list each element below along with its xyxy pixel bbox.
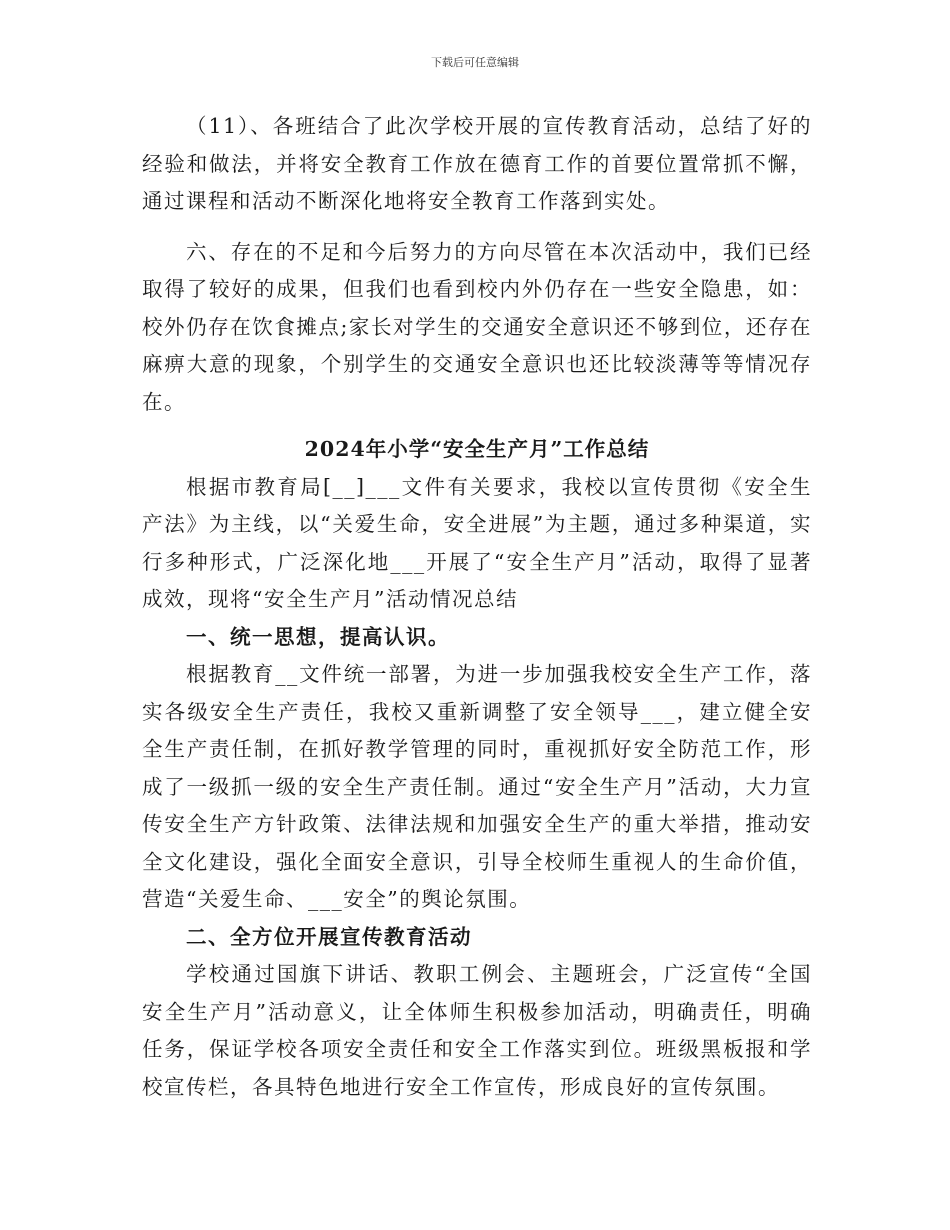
paragraph-shortcomings: 六、存在的不足和今后努力的方向尽管在本次活动中，我们已经取得了较好的成果，但我们也看到校内外仍存在一些安全隐患，如：校外仍存在饮食摊点;家长对学生的交通安全意识还不够到位，还存在麻痹大意的现象，个别学生的交通安全意识也还比较淡薄等等情况存在。 bbox=[142, 239, 812, 414]
page-header: 下载后可任意编辑 bbox=[431, 56, 519, 69]
document-body bbox=[142, 108, 812, 1106]
paragraph-section-1: 根据教育__文件统一部署，为进一步加强我校安全生产工作，落实各级安全生产责任，我校又重新调整了安全领导___，建立健全安全生产责任制，在抓好教学管理的同时，重视抓好安全防范工作，形成了一级抓一级的安全生产责任制。通过“安全生产月”活动，大力宣传安全生产方针政策、法律法规和加强安全生产的重大举措，推动安全文化建设，强化全面安全意识，引导全校师生重视人的生命价值，营造“关爱生命、___安全”的舆论氛围。 bbox=[142, 662, 812, 911]
paragraph-section-2: 学校通过国旗下讲话、教职工例会、主题班会，广泛宣传“全国安全生产月”活动意义，让全体师生积极参加活动，明确责任，明确任务，保证学校各项安全责任和安全工作落实到位。班级黑板报和学校宣传栏，各具特色地进行安全工作宣传，形成良好的宣传氛围。 bbox=[142, 962, 812, 1099]
document-title: 2024年小学“安全生产月”工作总结 bbox=[304, 437, 650, 461]
spacer bbox=[142, 221, 812, 234]
section-heading-2: 二、全方位开展宣传教育活动 bbox=[186, 924, 472, 949]
paragraph-activity-summary: （11）、各班结合了此次学校开展的宣传教育活动，总结了好的经验和做法，并将安全教育工作放在德育工作的首要位置常抓不懈，通过课程和活动不断深化地将安全教育工作落到实处。 bbox=[142, 114, 812, 213]
section-heading-1: 一、统一思想，提高认识。 bbox=[186, 624, 450, 649]
paragraph-intro: 根据市教育局[__]___文件有关要求，我校以宣传贯彻《安全生产法》为主线，以“关爱生命，安全进展”为主题，通过多种渠道，实行多种形式，广泛深化地___开展了“安全生产月”活动，取得了显著成效，现将“安全生产月”活动情况总结 bbox=[142, 474, 812, 611]
